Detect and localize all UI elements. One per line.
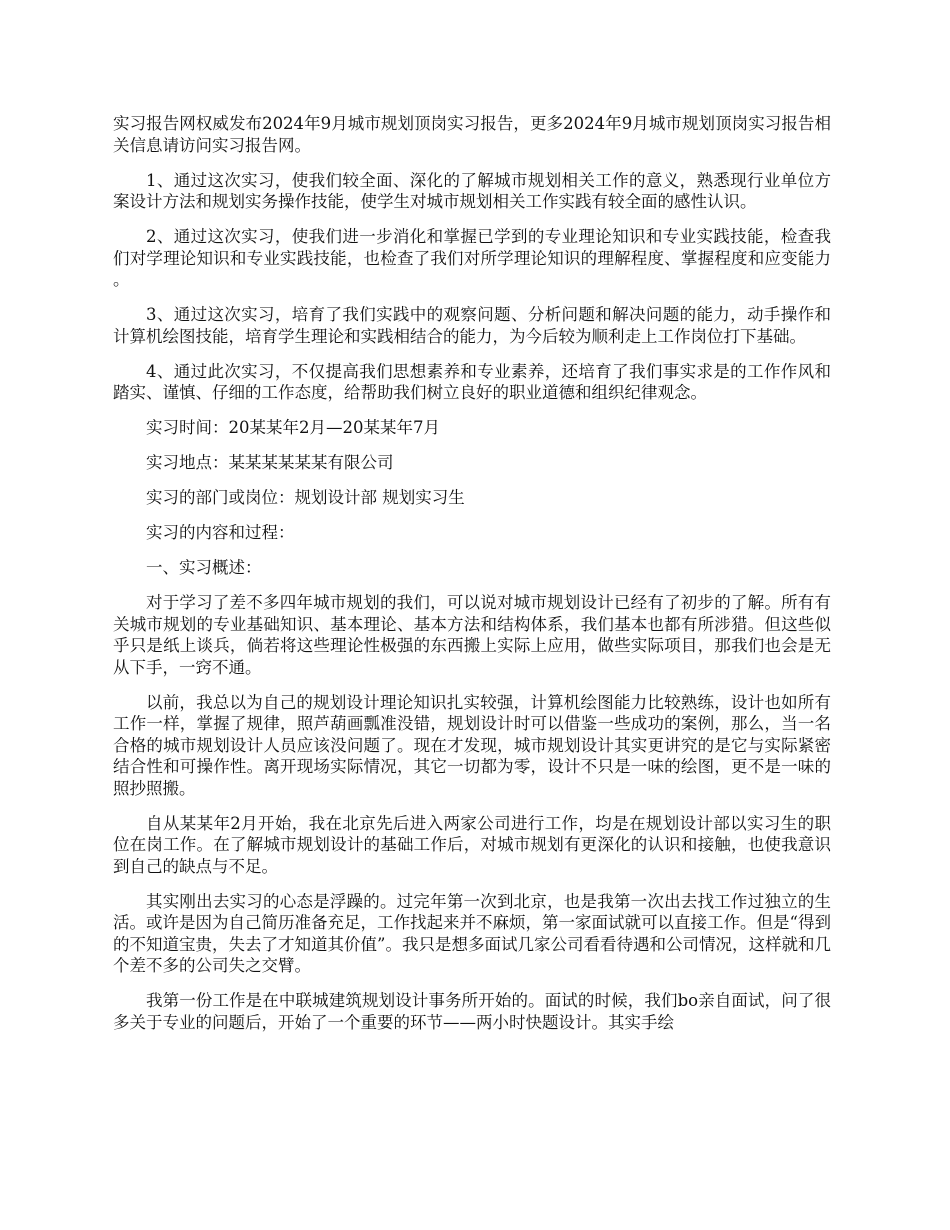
paragraph-objective-4: 4、通过此次实习，不仅提高我们思想素养和专业素养，还培育了我们事实求是的工作作风和踏实、谨慎、仔细的工作态度，给帮助我们树立良好的职业道德和组织纪律观念。	[113, 361, 831, 402]
paragraph-first-job: 我第一份工作是在中联城建筑规划设计事务所开始的。面试的时候，我们bo亲自面试，问了很多关于专业的问题后，开始了一个重要的环节——两小时快题设计。其实手绘	[113, 991, 831, 1032]
paragraph-objective-3: 3、通过这次实习，培育了我们实践中的观察问题、分析问题和解决问题的能力，动手操作和计算机绘图技能，培育学生理论和实践相结合的能力，为今后较为顺利走上工作岗位打下基础。	[113, 305, 831, 346]
intro-paragraph: 实习报告网权威发布2024年9月城市规划顶岗实习报告，更多2024年9月城市规划顶岗实习报告相关信息请访问实习报告网。	[113, 114, 831, 155]
internship-department: 实习的部门或岗位：规划设计部 规划实习生	[146, 488, 465, 507]
section-heading-content: 实习的内容和过程：	[146, 523, 295, 542]
paragraph-reflection: 以前，我总以为自己的规划设计理论知识扎实较强，计算机绘图能力比较熟练，设计也如所有工作一样，掌握了规律，照芦葫画瓢准没错，规划设计时可以借鉴一些成功的案例，那么，当一名合格的城市规划设计人员应该没问题了。现在才发现，城市规划设计其实更讲究的是它与实际紧密结合性和可操作性。离开现场实际情况，其它一切都为零，设计不只是一味的绘图，更不是一味的照抄照搬。	[113, 692, 831, 798]
internship-time: 实习时间：20某某年2月—20某某年7月	[146, 418, 440, 437]
paragraph-objective-2: 2、通过这次实习，使我们进一步消化和掌握已学到的专业理论知识和专业实践技能，检查我们对学理论知识和专业实践技能，也检查了我们对所学理论知识的理解程度、掌握程度和应变能力。	[113, 227, 831, 289]
internship-location: 实习地点：某某某某某某有限公司	[146, 453, 394, 472]
section-heading-overview: 一、实习概述：	[146, 558, 262, 577]
paragraph-objective-1: 1、通过这次实习，使我们较全面、深化的了解城市规划相关工作的意义，熟悉现行业单位方案设计方法和规划实务操作技能，使学生对城市规划相关工作实践有较全面的感性认识。	[113, 170, 831, 211]
paragraph-overview: 对于学习了差不多四年城市规划的我们，可以说对城市规划设计已经有了初步的了解。所有有关城市规划的专业基础知识、基本理论、基本方法和结构体系，我们基本也都有所涉猎。但这些似乎只是纸上谈兵，倘若将这些理论性极强的东西搬上实际上应用，做些实际项目，那我们也会是无从下手，一窍不通。	[113, 593, 831, 677]
paragraph-experience: 自从某某年2月开始，我在北京先后进入两家公司进行工作，均是在规划设计部以实习生的职位在岗工作。在了解城市规划设计的基础工作后，对城市规划有更深化的认识和接触，也使我意识到自己的缺点与不足。	[113, 813, 831, 876]
paragraph-mindset: 其实刚出去实习的心态是浮躁的。过完年第一次到北京，也是我第一次出去找工作过独立的生活。或许是因为自己简历准备充足，工作找起来并不麻烦，第一家面试就可以直接工作。但是“得到的不知道宝贵，失去了才知道其价值”。我只是想多面试几家公司看看待遇和公司情况，这样就和几个差不多的公司失之交臂。	[113, 891, 831, 975]
document-body	[113, 113, 831, 1047]
